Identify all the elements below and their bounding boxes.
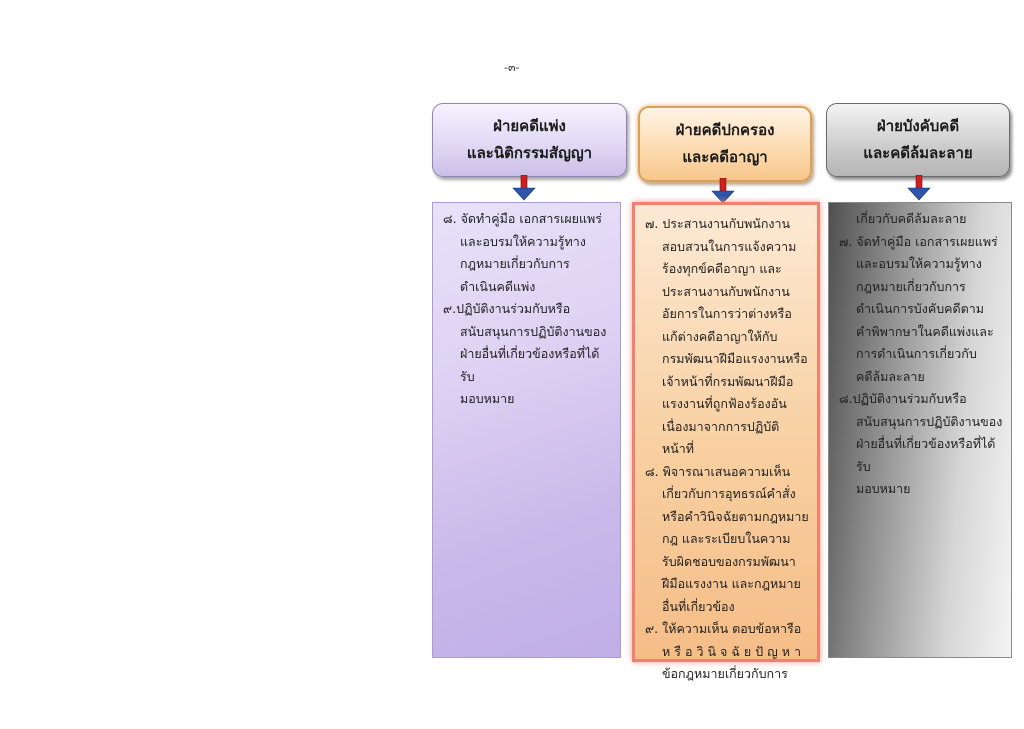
header-administrative-criminal-cases: [638, 106, 812, 182]
header-line: ฝ่ายบังคับคดี: [876, 117, 960, 135]
duty-line: ฝ่ายอื่นที่เกี่ยวข้องหรือที่ได้รับ: [856, 436, 996, 474]
duty-line: ประสานงานกับพนักงาน: [662, 283, 790, 299]
duty-line: เกี่ยวกับคดีล้มละลาย: [856, 211, 967, 226]
duty-line: ๗. ประสานงานกับพนักงาน: [645, 216, 791, 231]
header-line: และคดีอาญา: [682, 148, 768, 166]
duty-line: ๗. จัดทำคู่มือ เอกสารเผยแพร่: [839, 233, 998, 249]
duty-line: กฎหมายเกี่ยวกับการ: [856, 278, 966, 294]
duty-line: ดำเนินคดีแพ่ง: [460, 278, 536, 294]
header-enforcement-bankruptcy: [826, 103, 1010, 177]
duty-line: หรือคำวินิจฉัยตามกฎหมาย: [662, 508, 809, 524]
header-line: ฝ่ายคดีแพ่ง: [493, 117, 566, 135]
duty-line: หรือวินิจฉัยปัญหา: [662, 643, 806, 659]
duty-line: คดีล้มละลาย: [856, 368, 925, 384]
duty-line: ข้อกฎหมายเกี่ยวกับการ: [662, 666, 788, 681]
duty-line: แรงงานที่ถูกฟ้องร้องอัน: [662, 396, 787, 411]
duty-line: ๘. พิจารณาเสนอความเห็น: [645, 463, 791, 479]
header-line: และคดีล้มละลาย: [863, 144, 973, 162]
duty-line: สนับสนุนการปฏิบัติงานของ: [460, 323, 607, 339]
duty-line: เจ้าหน้าที่กรมพัฒนาฝีมือ: [662, 373, 794, 389]
duty-line: กฎ และระเบียบในความ: [662, 531, 791, 546]
duty-line: กฎหมายเกี่ยวกับการ: [460, 256, 570, 271]
duty-line: เนื่องมาจากการปฏิบัติหน้าที่: [662, 418, 780, 456]
duties-panel-administrative-criminal: [632, 202, 820, 681]
header-civil-cases: [432, 103, 627, 177]
duty-line: ๙.ปฏิบัติงานร่วมกับหรือ: [443, 301, 571, 316]
header-line: ฝ่ายคดีปกครอง: [675, 121, 775, 139]
duty-line: ฝีมือแรงงาน และกฎหมาย: [662, 576, 801, 591]
duty-line: รับผิดชอบของกรมพัฒนา: [662, 553, 796, 569]
duty-line: ๙. ให้ความเห็น ตอบข้อหารือ: [645, 621, 802, 636]
duty-line: ดำเนินการบังคับคดีตาม: [856, 301, 984, 316]
duty-line: กรมพัฒนาฝีมือแรงงานหรือ: [662, 351, 808, 366]
duties-panel-enforcement-bankruptcy: [828, 202, 1012, 658]
duty-line: และอบรมให้ความรู้ทาง: [856, 256, 982, 271]
duty-line: ๘.ปฏิบัติงานร่วมกับหรือ: [839, 391, 967, 406]
duty-line: การดำเนินการเกี่ยวกับ: [856, 346, 977, 361]
duty-line: ฝ่ายอื่นที่เกี่ยวข้องหรือที่ได้รับ: [460, 346, 600, 384]
page-number: -๓-: [504, 61, 520, 74]
duty-line: และอบรมให้ความรู้ทาง: [460, 233, 586, 249]
duty-line: สนับสนุนการปฏิบัติงานของ: [856, 413, 1003, 429]
duty-line: สอบสวนในการแจ้งความ: [662, 238, 797, 254]
duty-line: มอบหมาย: [460, 391, 515, 406]
duty-line: เกี่ยวกับการอุทธรณ์คำสั่ง: [662, 486, 796, 501]
down-arrow-icon: [907, 175, 931, 201]
duty-line: อื่นที่เกี่ยวข้อง: [662, 598, 735, 614]
down-arrow-icon: [512, 175, 536, 201]
duty-line: ๘. จัดทำคู่มือ เอกสารเผยแพร่: [443, 211, 603, 226]
duty-line: ร้องทุกข์คดีอาญา และ: [662, 261, 782, 276]
duty-line: มอบหมาย: [856, 481, 911, 496]
duty-line: คำพิพากษาในคดีแพ่งและ: [856, 323, 994, 339]
duties-panel-civil: [432, 202, 621, 658]
down-arrow-icon: [711, 178, 735, 204]
header-line: และนิติกรรมสัญญา: [466, 144, 593, 162]
duty-line: แก้ต่างคดีอาญาให้กับ: [662, 328, 778, 344]
duty-line: อัยการในการว่าต่างหรือ: [662, 306, 792, 321]
